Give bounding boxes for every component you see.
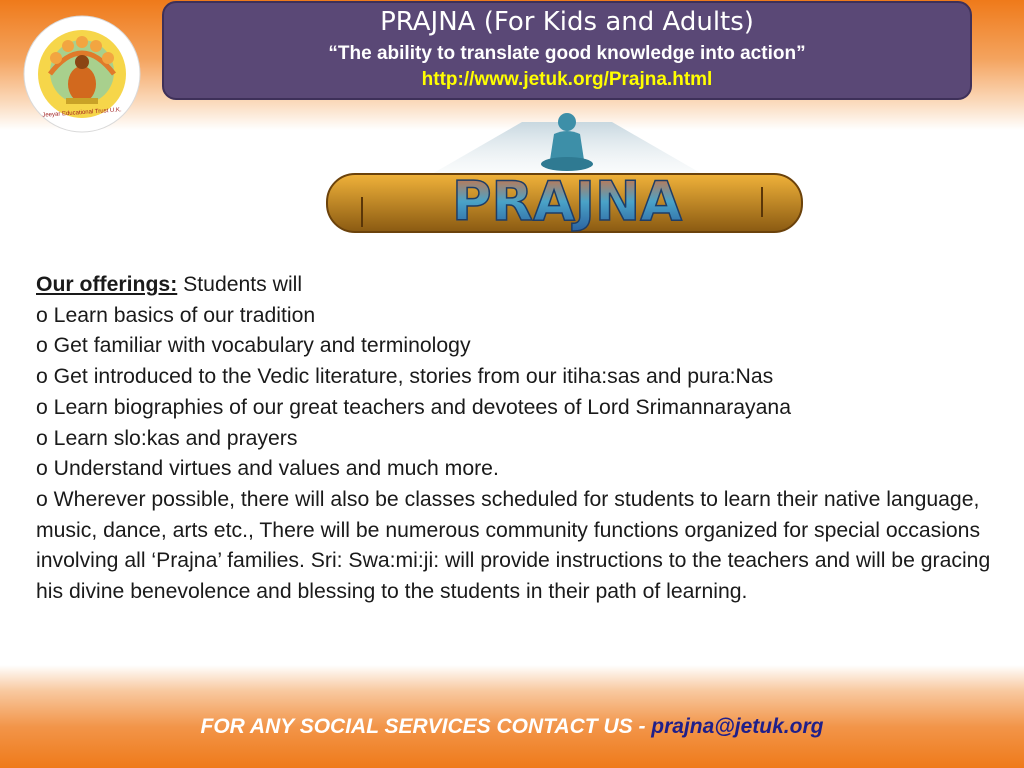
offering-item: o Learn slo:kas and prayers (36, 426, 298, 450)
page-title: PRAJNA (For Kids and Adults) (380, 7, 754, 37)
logo-caption: Jeeyar Educational Trust U.K. (42, 107, 122, 119)
footer-contact (0, 715, 1024, 739)
offerings-intro-text: Students will (177, 273, 303, 296)
title-banner (162, 1, 972, 100)
offerings-section (36, 270, 996, 608)
prajna-logo-text: PRAJNA (451, 170, 683, 233)
prajna-hero-art (322, 102, 812, 252)
footer-label: FOR ANY SOCIAL SERVICES CONTACT US - (200, 715, 652, 738)
offering-item: o Understand virtues and values and much more. (36, 457, 499, 481)
offering-item: o Get familiar with vocabulary and terminology (36, 334, 471, 358)
offering-item: o Wherever possible, there will also be classes scheduled for students to learn their native language, music, dance, arts etc., There will be numerous community functions organized for special occasions involving all ‘Prajna’ families. Sri: Swa:mi:ji: will provide instructions to the teachers and will be gracing his divine benevolence and blessing to the students in their path of learning. (36, 487, 991, 604)
website-link[interactable]: http://www.jetuk.org/Prajna.html (421, 69, 713, 90)
page-subtitle: “The ability to translate good knowledge into action” (328, 43, 806, 64)
offering-item: o Learn basics of our tradition (36, 303, 316, 327)
offering-item: o Learn biographies of our great teachers and devotees of Lord Srimannarayana (36, 395, 792, 419)
offering-item: o Get introduced to the Vedic literature, stories from our itiha:sas and pura:Nas (36, 365, 774, 389)
offerings-intro (36, 270, 996, 301)
footer-email-link[interactable]: prajna@jetuk.org (651, 715, 824, 738)
offerings-label: Our offerings: (36, 273, 178, 296)
